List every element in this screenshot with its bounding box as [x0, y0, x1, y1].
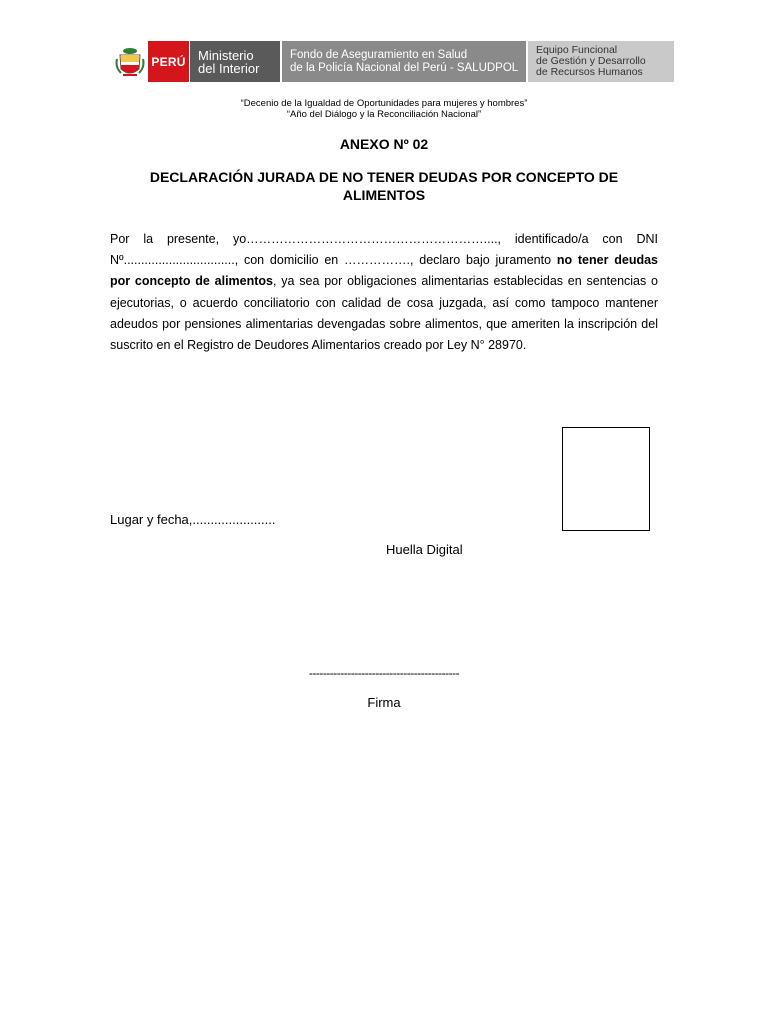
- saludpol-label: [280, 41, 526, 82]
- equipo-line1: Equipo Funcional: [536, 44, 618, 56]
- anexo-heading: ANEXO Nº 02: [339, 136, 429, 152]
- header-banner: [111, 41, 677, 82]
- fondo-line1: Fondo de Aseguramiento en Salud: [290, 48, 468, 61]
- coat-of-arms-logo: [111, 41, 148, 82]
- signature-label: Firma: [367, 695, 401, 710]
- peru-label: PERÚ: [148, 41, 189, 82]
- signature-line: -------------------------------------------: [308, 666, 460, 680]
- decenio-line1: “Decenio de la Igualdad de Oportunidades para mujeres y hombres”: [240, 98, 528, 109]
- equipo-line3: de Recursos Humanos: [536, 66, 643, 78]
- declaration-paragraph: [110, 229, 658, 356]
- fingerprint-box: [562, 427, 650, 531]
- equipo-funcional-label: [526, 41, 674, 82]
- place-date-field: Lugar y fecha,.......................: [110, 512, 276, 527]
- decenio-line2: “Año del Diálogo y la Reconciliación Nacional”: [286, 109, 482, 120]
- paragraph-part2: , ya sea por obligaciones alimentarias establecidas en sentencias o ejecutorias, o acuerdo conciliatorio con calidad de cosa juzgada, así como tampoco mantener adeudos por pensiones alimentarias devengadas sobre alimentos, que ameriten la inscripción del suscrito en el Registro de Deudores Alimentarios creado por Ley N° 28970.: [110, 274, 659, 353]
- ministerio-line2: del Interior: [198, 60, 260, 76]
- paragraph-part1: Por la presente, yo…………………………………………………...., identificado/a con DNI Nº................................, con domicilio en ……………., declaro bajo juramento: [110, 232, 658, 268]
- document-title: DECLARACIÓN JURADA DE NO TENER DEUDAS POR CONCEPTO DE ALIMENTOS: [149, 169, 619, 203]
- decenio-header: [0, 98, 768, 120]
- paragraph-bold: no tener deudas por concepto de alimentos: [110, 253, 658, 289]
- fingerprint-label: Huella Digital: [386, 542, 463, 557]
- ministerio-label: [189, 41, 280, 82]
- equipo-line2: de Gestión y Desarrollo: [536, 55, 646, 67]
- fondo-line2: de la Policía Nacional del Perú - SALUDPOL: [290, 61, 519, 74]
- ministerio-line1: Ministerio: [198, 47, 254, 63]
